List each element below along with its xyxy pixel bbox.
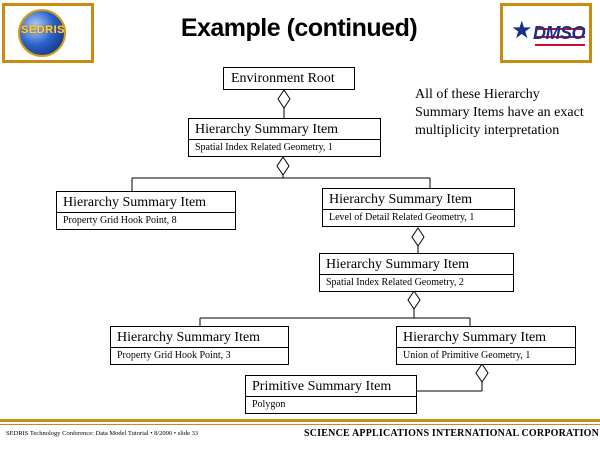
slide-title: Example (continued) — [180, 14, 418, 42]
node-hierarchy-summary-item-5 — [110, 326, 289, 365]
node-environment-root — [223, 67, 355, 90]
footer-slide-info: SEDRIS Technology Conference: Data Model Tutorial • 8/2000 • slide 33 — [6, 430, 199, 437]
node-title: Hierarchy Summary Item — [326, 257, 470, 272]
node-title: Primitive Summary Item — [252, 379, 392, 394]
node-hierarchy-summary-item-3 — [322, 188, 515, 227]
node-detail: Spatial Index Related Geometry, 2 — [320, 274, 513, 291]
node-title: Hierarchy Summary Item — [63, 195, 207, 210]
multiplicity-note: All of these Hierarchy Summary Items have an exact multiplicity interpretation — [415, 87, 584, 138]
footer-company: SCIENCE APPLICATIONS INTERNATIONAL CORPORATION — [304, 428, 600, 439]
aggregation-diamond — [476, 364, 488, 382]
dmso-logo-text: DMSO — [533, 23, 585, 43]
node-title: Hierarchy Summary Item — [403, 330, 547, 345]
node-hierarchy-summary-item-2 — [56, 191, 236, 230]
node-primitive-summary-item — [245, 375, 417, 414]
footer-divider — [0, 419, 600, 422]
sedris-logo-text: SEDRIS — [21, 24, 65, 36]
aggregation-diamond — [277, 157, 289, 175]
footer-divider — [0, 424, 600, 425]
node-detail: Property Grid Hook Point, 8 — [57, 212, 235, 229]
node-detail: Spatial Index Related Geometry, 1 — [189, 139, 380, 156]
node-detail: Polygon — [246, 396, 416, 413]
node-title: Hierarchy Summary Item — [195, 122, 339, 137]
star-icon: ★ — [511, 18, 533, 44]
node-title: Environment Root — [231, 71, 335, 86]
node-hierarchy-summary-item-4 — [319, 253, 514, 292]
node-detail: Union of Primitive Geometry, 1 — [397, 347, 575, 364]
aggregation-diamond — [278, 90, 290, 108]
node-title: Hierarchy Summary Item — [117, 330, 261, 345]
node-hierarchy-summary-item-1 — [188, 118, 381, 157]
node-detail: Property Grid Hook Point, 3 — [111, 347, 288, 364]
node-detail: Level of Detail Related Geometry, 1 — [323, 209, 514, 226]
node-hierarchy-summary-item-6 — [396, 326, 576, 365]
aggregation-diamond — [412, 228, 424, 246]
node-title: Hierarchy Summary Item — [329, 192, 473, 207]
aggregation-diamond — [408, 291, 420, 309]
